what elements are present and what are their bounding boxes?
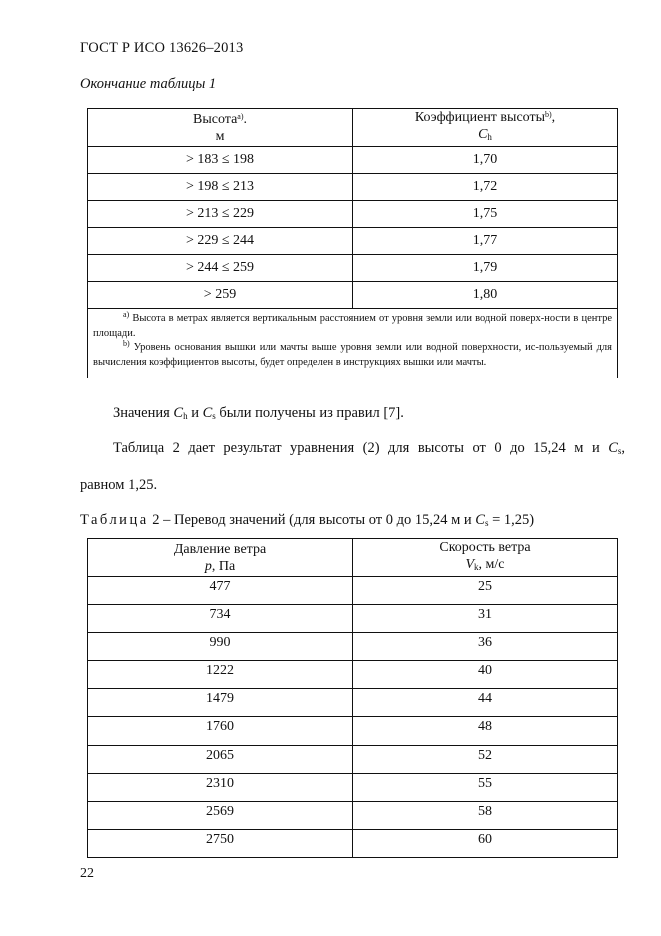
table-row [88,174,618,201]
coefficient-cell: 1,75 [353,201,618,228]
pressure-cell: 477 [88,577,353,605]
pressure-cell: 734 [88,605,353,633]
speed-cell: 36 [353,633,618,661]
header-height [88,109,353,147]
p2-cs-sub: s [617,446,622,456]
height-coefficient-table [87,108,618,378]
pressure-unit: , Па [211,558,236,574]
pressure-cell: 2065 [88,745,353,773]
speed-cell: 25 [353,577,618,605]
table-row [88,282,618,309]
speed-cell: 40 [353,661,618,689]
p2-end: , [621,440,625,456]
caption-cs-symbol: C [475,512,485,528]
speed-symbol: V [465,557,475,572]
p1-cs-sub: s [212,411,216,421]
height-range-cell: > 244 ≤ 259 [88,255,353,282]
p1-text-a: Значения [113,405,174,421]
p1-rest: были получены из правил [7]. [215,405,404,421]
table-row [88,773,618,801]
height-range-cell: > 183 ≤ 198 [88,147,353,174]
height-range-cell: > 213 ≤ 229 [88,201,353,228]
paragraph-continuation: равном 1,25. [80,477,158,493]
table-row [88,633,618,661]
coefficient-cell: 1,80 [353,282,618,309]
caption-text: – Перевод значений (для высоты от 0 до 15,24 м и [159,512,476,528]
table-row [88,689,618,717]
p1-ch-sub: h [183,411,188,421]
table-row [88,147,618,174]
height-range-cell: > 198 ≤ 213 [88,174,353,201]
footnote-a [93,312,612,341]
speed-cell: 48 [353,717,618,745]
speed-symbol-sub: k [474,562,479,572]
speed-cell: 60 [353,829,618,857]
pressure-cell: 1760 [88,717,353,745]
table-row [88,201,618,228]
table2-caption [80,512,534,529]
caption-end: = 1,25) [488,512,535,528]
pressure-cell: 2310 [88,773,353,801]
footnote-b-mark: b) [123,339,130,348]
p2-cs-symbol: C [608,440,618,456]
header-height-punct: . [243,111,247,127]
header-pressure-label: Давление ветра [173,541,267,557]
table-row [88,228,618,255]
footnote-b [93,341,612,370]
pressure-cell: 990 [88,633,353,661]
footnote-a-text: Высота в метрах является вертикальным расстоянием от уровня земли или водной поверх-ности в центре площади. [93,313,612,339]
table-row [88,661,618,689]
p1-and: и [187,405,203,421]
paragraph-values-source [113,405,404,422]
footnote-b-text: Уровень основания вышки или мачты выше уровня земли или водной поверхности, ис-пользуемый для вычисления коэффициентов высоты, будет определен в инструкциях вышки или мачты. [93,342,612,368]
coefficient-symbol-sub: h [487,132,492,142]
table-row [88,717,618,745]
coefficient-cell: 1,72 [353,174,618,201]
table-footnotes [88,309,618,379]
footnote-a-ref: a) [237,111,244,121]
header-height-unit: м [215,128,225,144]
pressure-cell: 2750 [88,829,353,857]
pressure-symbol: p [204,558,212,574]
footnote-b-ref: b) [545,110,552,119]
header-height-label: Высота [193,111,238,127]
pressure-cell: 1479 [88,689,353,717]
speed-cell: 31 [353,605,618,633]
table-continuation-heading: Окончание таблицы 1 [80,76,217,92]
header-wind-speed [353,539,618,577]
page-number: 22 [80,866,94,881]
coefficient-cell: 1,77 [353,228,618,255]
caption-cs-sub: s [484,518,489,528]
document-header: ГОСТ Р ИСО 13626–2013 [80,40,244,56]
table-row [88,745,618,773]
coefficient-cell: 1,79 [353,255,618,282]
speed-cell: 55 [353,773,618,801]
speed-cell: 58 [353,801,618,829]
speed-cell: 52 [353,745,618,773]
speed-unit: , м/с [478,557,505,572]
height-range-cell: > 259 [88,282,353,309]
header-coefficient-punct: , [551,110,556,125]
header-speed-label: Скорость ветра [439,540,531,555]
p2-text: Таблица 2 дает результат уравнения (2) для высоты от 0 до 15,24 м и [113,440,609,456]
table-row [88,255,618,282]
table-row [88,605,618,633]
pressure-cell: 1222 [88,661,353,689]
coefficient-symbol: C [478,127,488,142]
wind-conversion-table [87,538,618,858]
paragraph-table2-intro [113,440,625,457]
header-coefficient-label: Коэффициент высоты [414,110,545,125]
caption-word: Таблица [80,512,149,528]
p1-ch-symbol: C [173,405,184,421]
height-range-cell: > 229 ≤ 244 [88,228,353,255]
speed-cell: 44 [353,689,618,717]
p1-cs-symbol: C [202,405,213,421]
header-wind-pressure [88,539,353,577]
header-coefficient [353,109,618,147]
footnote-a-mark: a) [123,310,130,319]
table-row [88,577,618,605]
table-row [88,829,618,857]
coefficient-cell: 1,70 [353,147,618,174]
table-row [88,801,618,829]
caption-number: 2 [148,512,160,528]
pressure-cell: 2569 [88,801,353,829]
